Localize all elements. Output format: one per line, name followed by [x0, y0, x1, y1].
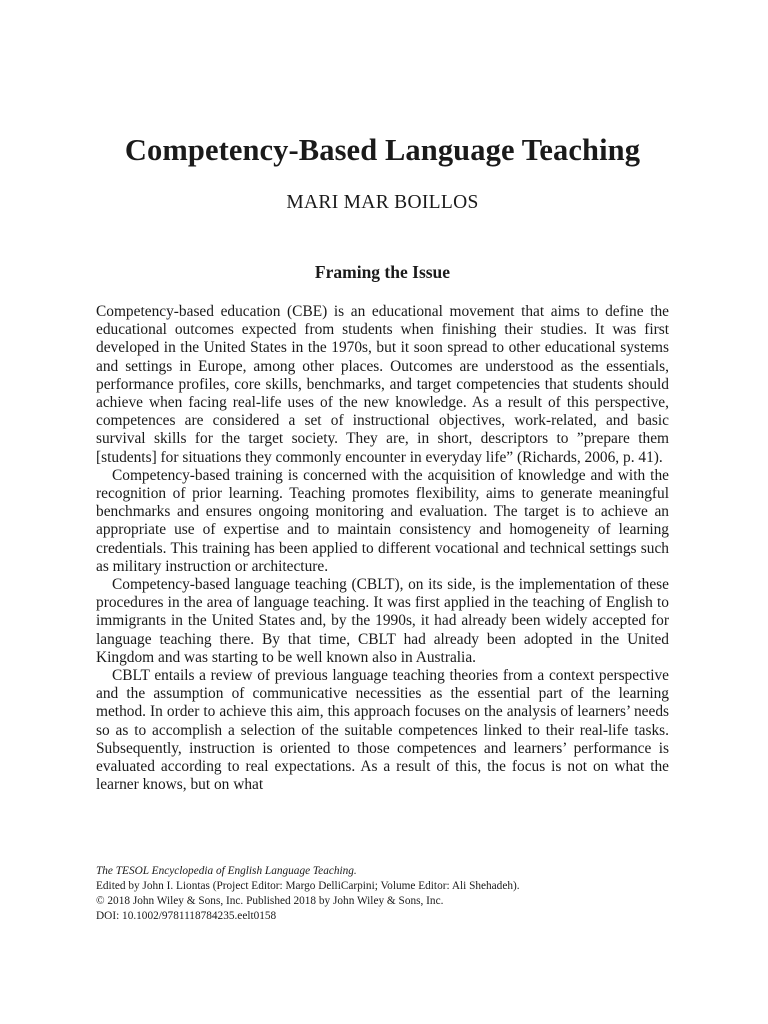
citation-footer	[96, 864, 669, 924]
paragraph-4: CBLT entails a review of previous language teaching theories from a context perspective and the assumption of communicative necessities as the essential part of the learning method. In order to achieve this aim, this approach focuses on the analysis of learners’ needs so as to accomplish a selection of the suitable competences linked to their real-life tasks. Subsequently, instruction is oriented to those competences and learners’ performance is evaluated according to real expectations. As a result of this, the focus is not on what the learner knows, but on what	[96, 667, 669, 794]
article-body	[96, 303, 669, 794]
footer-journal-title: The TESOL Encyclopedia of English Language Teaching.	[96, 865, 357, 877]
footer-editors: Edited by John I. Liontas (Project Editor: Margo DelliCarpini; Volume Editor: Ali Shehadeh).	[96, 880, 520, 892]
author-name: MARI MAR BOILLOS	[286, 192, 479, 213]
paragraph-3: Competency-based language teaching (CBLT), on its side, is the implementation of these procedures in the area of language teaching. It was first applied in the teaching of English to immigrants in the United States and, by the 1990s, it had already been widely accepted for language teaching there. By that time, CBLT had already been adopted in the United Kingdom and was starting to be well known also in Australia.	[96, 576, 669, 666]
section-heading: Framing the Issue	[314, 262, 451, 282]
footer-copyright: © 2018 John Wiley & Sons, Inc. Published 2018 by John Wiley & Sons, Inc.	[96, 895, 444, 907]
paragraph-2: Competency-based training is concerned with the acquisition of knowledge and with the recognition of prior learning. Teaching promotes flexibility, aims to generate meaningful benchmarks and ensures ongoing monitoring and evaluation. The target is to achieve an appropriate use of expertise and to maintain consistency and homogeneity of learning credentials. This training has been applied to different vocational and technical settings such as military instruction or architecture.	[96, 466, 669, 575]
footer-doi: DOI: 10.1002/9781118784235.eelt0158	[96, 910, 277, 922]
paragraph-1: Competency-based education (CBE) is an educational movement that aims to define the educational outcomes expected from students when finishing their studies. It was first developed in the United States in the 1970s, but it soon spread to other educational systems and settings in Europe, among other places. Outcomes are understood as the essentials, performance profiles, core skills, benchmarks, and target competencies that students should achieve when facing real-life uses of the new knowledge. As a result of this perspective, competences are considered a set of instructional objectives, work-related, and basic survival skills for the target society. They are, in short, descriptors to ”prepare them [students] for situations they commonly encounter in everyday life” (Richards, 2006, p. 41).	[96, 303, 669, 466]
article-title: Competency-Based Language Teaching	[124, 133, 641, 167]
